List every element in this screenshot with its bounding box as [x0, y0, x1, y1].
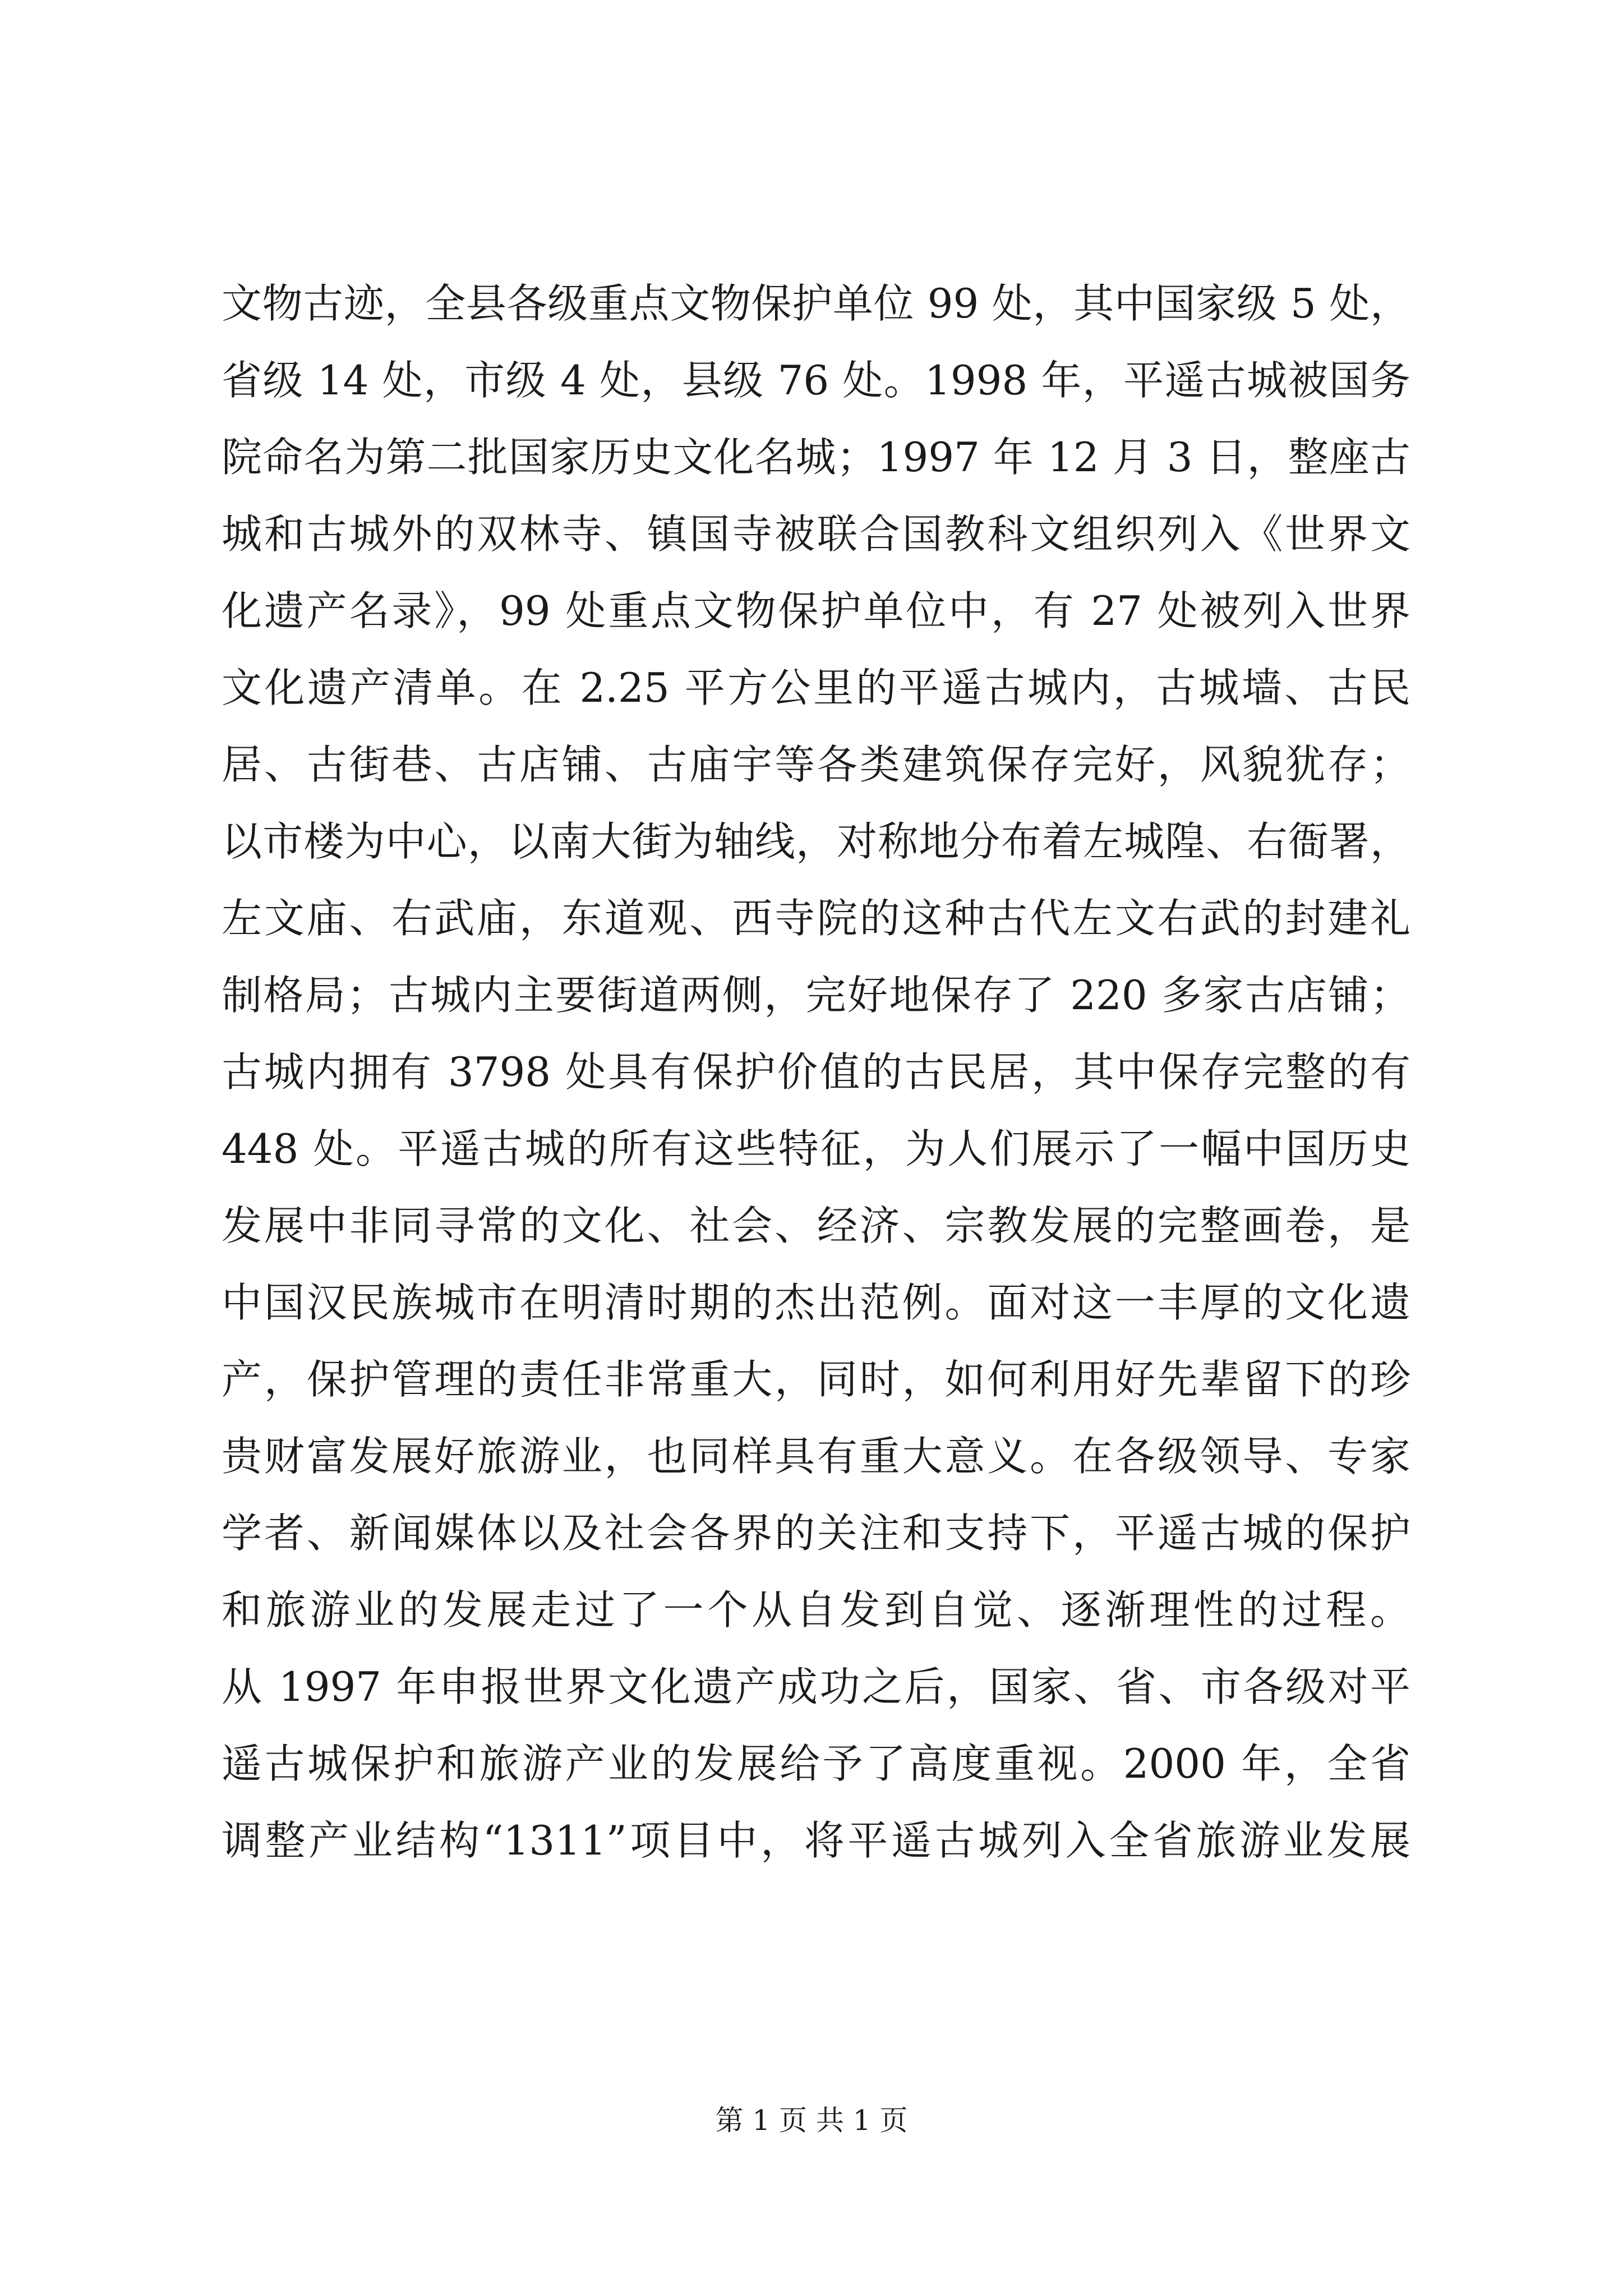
text-line: 居、古街巷、古店铺、古庙宇等各类建筑保存完好，风貌犹存； — [222, 741, 1410, 788]
text-line: 古城内拥有 3798 处具有保护价值的古民居，其中保存完整的有 — [222, 1048, 1410, 1096]
page-number-label: 第 1 页 共 1 页 — [715, 2104, 908, 2137]
text-line: 遥古城保护和旅游产业的发展给予了高度重视。2000 年，全省 — [222, 1740, 1410, 1787]
text-line: 文物古迹，全县各级重点文物保护单位 99 处，其中国家级 5 处， — [222, 280, 1410, 327]
text-line: 发展中非同寻常的文化、社会、经济、宗教发展的完整画卷，是 — [222, 1202, 1410, 1249]
text-line: 448 处。平遥古城的所有这些特征，为人们展示了一幅中国历史 — [222, 1125, 1410, 1172]
text-line: 贵财富发展好旅游业，也同样具有重大意义。在各级领导、专家 — [222, 1433, 1410, 1480]
text-line: 产，保护管理的责任非常重大，同时，如何利用好先辈留下的珍 — [222, 1356, 1410, 1403]
text-line: 左文庙、右武庙，东道观、西寺院的这种古代左文右武的封建礼 — [222, 895, 1410, 942]
text-line: 从 1997 年申报世界文化遗产成功之后，国家、省、市各级对平 — [222, 1663, 1410, 1710]
text-line: 制格局；古城内主要街道两侧，完好地保存了 220 多家古店铺； — [222, 972, 1410, 1019]
text-line: 文化遗产清单。在 2.25 平方公里的平遥古城内，古城墙、古民 — [222, 664, 1410, 711]
text-line: 城和古城外的双林寺、镇国寺被联合国教科文组织列入《世界文 — [222, 510, 1410, 558]
text-line: 中国汉民族城市在明清时期的杰出范例。面对这一丰厚的文化遗 — [222, 1279, 1410, 1326]
text-line: 以市楼为中心，以南大街为轴线，对称地分布着左城隍、右衙署， — [222, 818, 1410, 865]
text-line: 化遗产名录》，99 处重点文物保护单位中，有 27 处被列入世界 — [222, 587, 1410, 634]
text-line: 调整产业结构“1311”项目中，将平遥古城列入全省旅游业发展 — [222, 1817, 1410, 1864]
text-line: 和旅游业的发展走过了一个从自发到自觉、逐渐理性的过程。 — [222, 1586, 1410, 1634]
text-line: 省级 14 处，市级 4 处，县级 76 处。1998 年，平遥古城被国务 — [222, 357, 1410, 404]
body-paragraph — [222, 265, 1410, 1879]
text-line: 学者、新闻媒体以及社会各界的关注和支持下，平遥古城的保护 — [222, 1510, 1410, 1557]
page-footer — [0, 2101, 1623, 2140]
text-line: 院命名为第二批国家历史文化名城；1997 年 12 月 3 日，整座古 — [222, 434, 1410, 481]
